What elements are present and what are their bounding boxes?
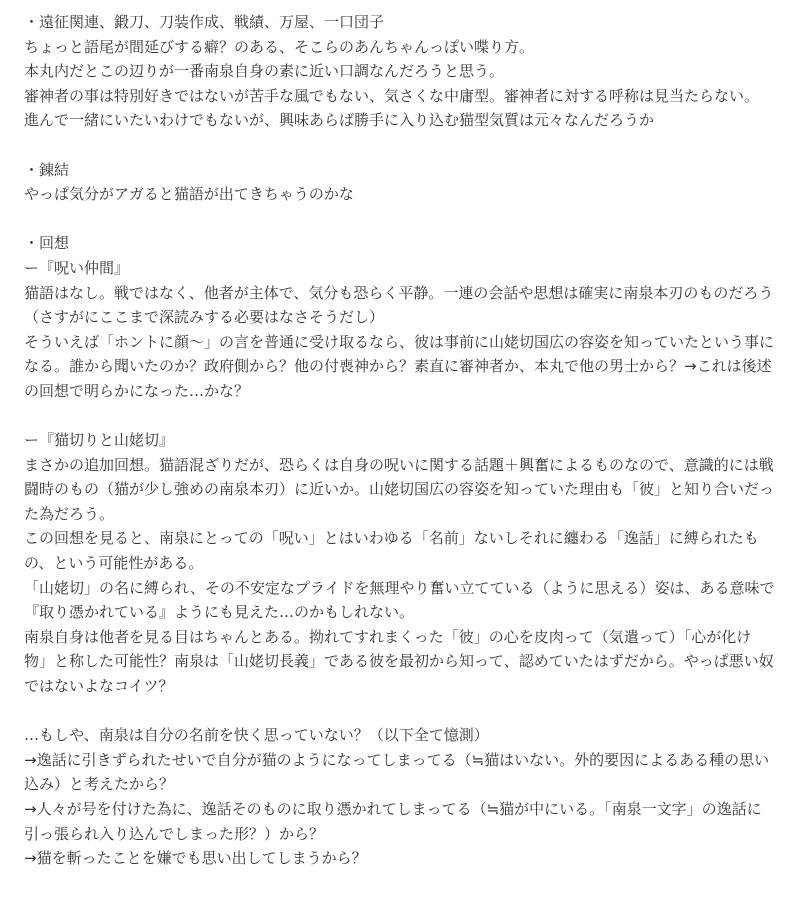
text-line: 引っ張られ入り込んでしまった形？）から？ (24, 824, 325, 843)
text-line: 猫語はなし。戦ではなく、他者が主体で、気分も恐らく平静。一連の会話や思想は確実に南泉本刃のものだろう (24, 283, 774, 302)
text-line: ー『呪い仲間』 (24, 258, 130, 277)
text-line: ちょっと語尾が間延びする癖？のある、そこらのあんちゃんっぽい喋り方。 (24, 37, 535, 56)
text-line: なる。誰から聞いたのか？政府側から？他の付喪神から？素直に審神者か、本丸で他の男士から？→これは後述 (24, 357, 772, 376)
blank-line (24, 699, 783, 724)
text-line: ・遠征関連、鍛刀、刀装作成、戦績、万屋、一口団子 (24, 13, 385, 31)
text-line: ー『猫切りと山姥切』 (24, 431, 175, 450)
text-line: 込み）と考えたから？ (24, 775, 175, 794)
text-line: 『取り憑かれている』ようにも見えた…のかもしれない。 (24, 603, 415, 622)
text-line: の、という可能性がある。 (24, 554, 204, 573)
text-line: →猫を斬ったことを嫌でも思い出してしまうから？ (24, 849, 367, 868)
blank-line (24, 133, 783, 158)
text-line: 進んで一緒にいたいわけでもないが、興味あらば勝手に入り込む猫型気質は元々なんだろうか (24, 111, 655, 130)
blank-line (24, 207, 783, 232)
text-line: 「山姥切」の名に縛られ、その不安定なプライドを無理やり奮い立てている（ように思える）姿は、ある意味で (24, 578, 775, 597)
text-line: 本丸内だとこの辺りが一番南泉自身の素に近い口調なんだろうと思う。 (24, 62, 505, 81)
text-line: （さすがにここまで深読みする必要はなさそうだし） (24, 308, 385, 327)
text-line: まさかの追加回想。猫語混ざりだが、恐らくは自身の呪いに関する話題＋興奮によるものなので、意識的には戦 (24, 455, 774, 474)
text-line: →人々が号を付けた為に、逸話そのものに取り憑かれてしまってる（≒猫が中にいる。「南泉一文字」の逸話に (24, 800, 762, 818)
text-line: …もしや、南泉は自分の名前を快く思っていない？（以下全て憶測） (24, 726, 489, 745)
text-line: そういえば「ホントに顔〜」の言を普通に受け取るなら、彼は事前に山姥切国広の容姿を知っていたという事に (24, 332, 775, 351)
blank-line (24, 404, 783, 429)
text-line: やっぱ気分がアガると猫語が出てきちゃうのかな (24, 185, 354, 204)
text-line: 審神者の事は特別好きではないが苦手な風でもない、気さくな中庸型。審神者に対する呼称は見当たらない。 (24, 86, 760, 105)
text-line: この回想を見ると、南泉にとっての「呪い」とはいわゆる「名前」ないしそれに纏わる「逸話」に縛られたも (24, 529, 759, 548)
text-line: 物」と称した可能性？南泉は「山姥切長義」である彼を最初から知って、認めていたはずだから。やっぱ悪い奴 (24, 652, 774, 671)
text-line: た為だろう。 (24, 504, 115, 523)
text-line: ではないよなコイツ？ (24, 677, 174, 696)
text-line: の回想で明らかになった…かな？ (24, 381, 250, 400)
text-line: ・回想 (24, 234, 70, 253)
text-line: →逸話に引きずられたせいで自分が猫のようになってしまってる（≒猫はいない。外的要因によるある種の思い (24, 750, 770, 769)
text-line: ・錬結 (24, 160, 70, 179)
text-line: 南泉自身は他者を見る目はちゃんとある。拗れてすれまくった「彼」の心を皮肉って（気遣って）「心が化け (24, 627, 752, 646)
text-line: 闘時のもの（猫が少し強めの南泉本刃）に近いか。山姥切国広の容姿を知っていた理由も「彼」と知り合いだっ (24, 480, 775, 499)
